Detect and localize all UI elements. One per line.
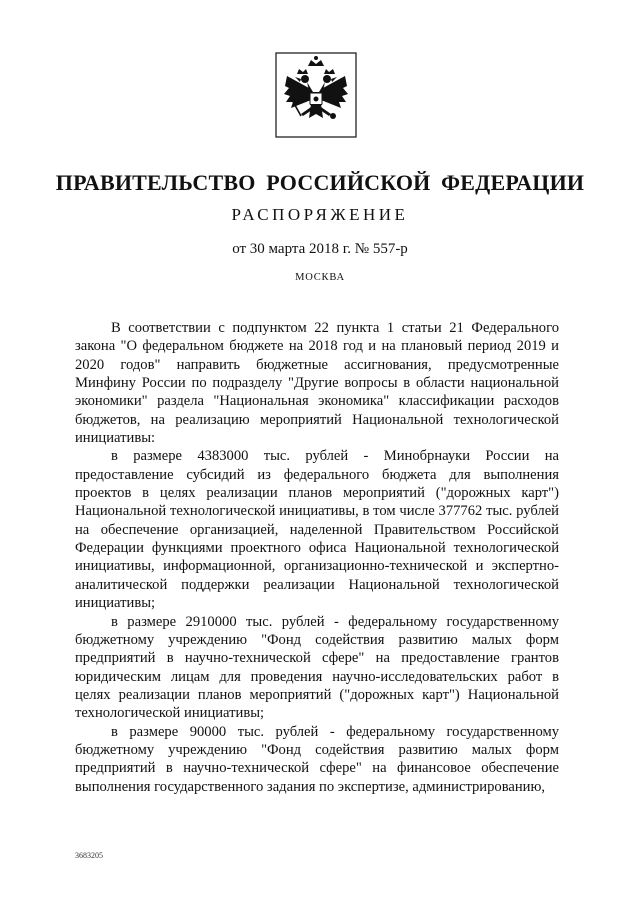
government-title: ПРАВИТЕЛЬСТВО РОССИЙСКОЙ ФЕДЕРАЦИИ	[55, 170, 585, 195]
document-date-number: от 30 марта 2018 г. № 557-р	[232, 241, 408, 257]
document-body	[75, 319, 559, 796]
body-paragraph: в размере 2910000 тыс. рублей - федеральному государственному бюджетному учреждению "Фонд содействия развитию малых форм предприятий в научно-технической сфере" на предоставление грантов юридическим лицам для проведения научно-исследовательских работ в целях реализации планов мероприятий ("дорожных карт") Национальной технологической инициативы;	[75, 613, 559, 722]
document-code: 3683205	[75, 851, 103, 860]
body-paragraph: В соответствии с подпунктом 22 пункта 1 статьи 21 Федерального закона "О федеральном бюджете на 2018 год и на плановый период 2019 и 2020 годов" направить бюджетные ассигнования, предусмотренные Минфину России по подразделу "Другие вопросы в области национальной экономики" раздела "Национальная экономика" классификации расходов бюджетов, на реализацию мероприятий Национальной технологической инициативы:	[75, 320, 559, 447]
body-paragraph: в размере 90000 тыс. рублей - федеральному государственному бюджетному учреждению "Фонд содействия развитию малых форм предприятий в научно-технической сфере" на финансовое обеспечение выполнения государственного задания по экспертизе, администрированию,	[75, 723, 559, 795]
document-city: МОСКВА	[295, 272, 345, 283]
body-paragraph: в размере 4383000 тыс. рублей - Минобрнауки России на предоставление субсидий из федерального бюджета для выполнения проектов в целях реализации планов мероприятий ("дорожных карт") Национальной технологической инициативы, в том числе 377762 тыс. рублей на обеспечение организацией, наделенной Правительством Российской Федерации функциями проектного офиса Национальной технологической инициативы, информационной, организационно-технической и экспертно-аналитической поддержки реализации Национальной технологической инициативы;	[75, 448, 559, 612]
coat-of-arms-emblem	[275, 52, 357, 138]
document-type: РАСПОРЯЖЕНИЕ	[231, 205, 409, 224]
